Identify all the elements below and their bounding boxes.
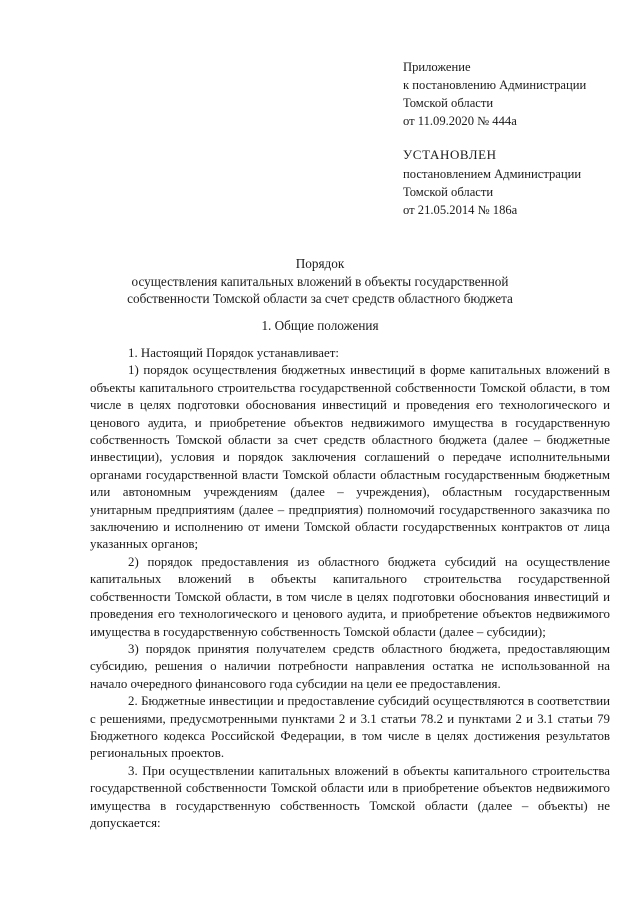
paragraph-3: 3. При осуществлении капитальных вложений в объекты капитального строительства государственной собственности Томской области или в приобретение объектов недвижимого имущества в государственную собственность Томской области (далее – объекты) не допускается: <box>90 763 610 830</box>
paragraph-1: 1. Настоящий Порядок устанавливает: <box>128 346 339 360</box>
approved-region: Томской области <box>403 185 494 199</box>
title-line-1: Порядок <box>295 256 345 271</box>
approved-header <box>403 146 633 219</box>
approved-decree-ref: постановлением Администрации <box>403 167 582 181</box>
approved-date-number: от 21.05.2014 № 186а <box>403 203 518 217</box>
title-line-2: осуществления капитальных вложений в объекты государственной <box>131 273 509 289</box>
appendix-decree-ref: к постановлению Администрации <box>403 78 587 92</box>
section-heading: 1. Общие положения <box>261 318 379 333</box>
title-line-3: собственности Томской области за счет средств областного бюджета <box>127 291 513 306</box>
document-body <box>90 345 610 832</box>
paragraph-1-item-3: 3) порядок принятия получателем средств областного бюджета, предоставляющим субсидию, решения о наличии потребности направления остатка не использованной на начало очередного финансового года субсидии на цели ее предоставления. <box>90 641 610 691</box>
appendix-date-number: от 11.09.2020 № 444а <box>403 114 517 128</box>
approved-label: УСТАНОВЛЕН <box>403 147 497 162</box>
paragraph-1-item-1: 1) порядок осуществления бюджетных инвестиций в форме капитальных вложений в объекты капитального строительства государственной собственности Томской области, в том числе в целях подготовки обоснования инвестиций и проведения его технологического и ценового аудита, и приобретение объектов недвижимого имущества в государственную собственность Томской области за счет средств областного бюджета (далее – бюджетные инвестиции), условия и порядок заключения соглашений о передаче исполнительными органами государственной власти Томской области областным государственным бюджетным или автономным учреждениям (далее – учреждения), областным государственным унитарным предприятиям (далее – предприятия) полномочий государственного заказчика по заключению и исполнению от имени Томской области государственных контрактов от лица указанных органов; <box>90 363 610 552</box>
appendix-header <box>403 58 633 130</box>
paragraph-2: 2. Бюджетные инвестиции и предоставление субсидий осуществляются в соответствии с решениями, предусмотренными пунктами 2 и 3.1 статьи 78.2 и пунктами 2 и 3.1 статьи 79 Бюджетного кодекса Российской Федерации, в том числе в целях достижения результатов региональных проектов. <box>90 694 610 761</box>
document-title <box>60 255 580 308</box>
paragraph-1-item-2: 2) порядок предоставления из областного бюджета субсидий на осуществление капитальных вложений в объекты капитального строительства государственной собственности Томской области, в том числе в целях подготовки обоснования инвестиций и проведения его технологического и ценового аудита, и приобретение объектов недвижимого имущества в государственную собственность Томской области (далее – субсидии); <box>90 554 610 639</box>
appendix-region: Томской области <box>403 96 494 110</box>
appendix-label: Приложение <box>403 60 471 74</box>
